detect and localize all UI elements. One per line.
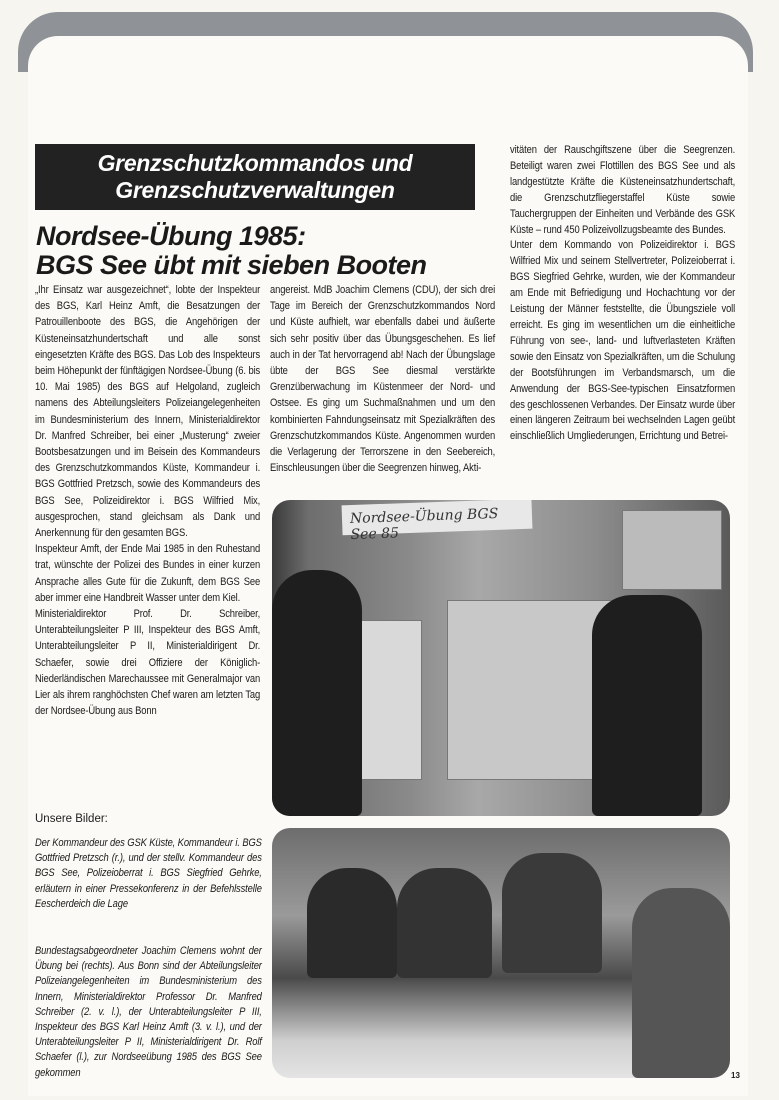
- caption-photo-2: Bundestagsabgeordneter Joachim Clemens wohnt der Übung bei (rechts). Aus Bonn sind der Abteilungsleiter Polizeiangelegenheiten im Bundesministerium des Innern, Ministerialdirektor Professor Dr. Manfred Schreiber (2. v. l.), der Unterabteilungsleiter P III, Inspekteur des BGS Karl Heinz Amft (3. v. l.), und der Unterabteilungsleiter P II, Ministerialdirigent Dr. Rolf Schaefer (l.), zur Nordseeübung 1985 des BGS See gekommen: [35, 945, 262, 1079]
- person: [397, 868, 492, 978]
- paragraph: angereist. MdB Joachim Clemens (CDU), der sich drei Tage im Bereich der Grenzschutzkommandos Nord und Küste aufhielt, war ebenfalls dabei und äußerte sich sehr positiv über das Übungsgeschehen. Es lief auch in der Tat hervorragend ab! Nach der Übungslage übte der BGS See diesmal verstärkte Grenzüberwachung im Küstenmeer der Nord- und Ostsee. Es ging um Suchmaßnahmen und um den kombinierten Fahndungseinsatz mit Spezialkräften des Grenzschutzkommandos Küste. Angenommen wurden die Verlagerung der Terrorszene in den Seebereich, Einschleusungen über die Seegrenzen hinweg, Akti-: [270, 284, 496, 475]
- photo-sign: Nordsee-Übung BGS See 85: [342, 500, 533, 535]
- person-right: [592, 595, 702, 816]
- article-column-3: [510, 143, 735, 445]
- paragraph: Unter dem Kommando von Polizeidirektor i. BGS Wilfried Mix und seinem Stellvertreter, Polizeioberrat i. BGS Siegfried Gehrke, wurden, wie der Kommandeur am Ende mit Befriedigung und Hochachtung vor der Leistung der Männer feststellte, die Übungsziele voll erreicht. Es ging im wesentlichen um die einheitliche Führung von see-, land- und luftverlasteten Kräften sowie den Einsatz von Spezialkräften, um die Schulung der Bootsführungen im Verbandsmarsch, um die Anwendung der BGS-See-typischen Einsatzformen des geschlossenen Verbandes. Der Einsatz wurde über einen längeren Zeitraum bei wechselnden Lagen geübt einschließlich Umgliederungen, Errichtung und Betrei-: [510, 239, 736, 443]
- person: [502, 853, 602, 973]
- section-title-line: Grenzschutzkommandos und: [97, 150, 413, 176]
- person-left: [272, 570, 362, 816]
- paragraph: „Ihr Einsatz war ausgezeichnet“, lobte der Inspekteur des BGS, Karl Heinz Amft, die Besatzungen der Patrouillenboote des BGS, die Angehörigen der Küsteneinsatzhundertschaft und alle sonst eingesetzten Kräfte des BGS. Das Lob des Inspekteurs beim Höhepunkt der fünftägigen Nordsee-Übung (6. bis 10. Mai 1985) des BGS auf Helgoland, zugleich namens des Abteilungsleiters Polizeiangelegenheiten im Bundesministerium des Innern, Ministerialdirektor Dr. Manfred Schreiber, bei einer „Musterung“ zweier Bootsbesatzungen und im Beisein des Kommandeurs des Grenzschutzkommandos Küste, Kommandeur i. BGS Gottfried Pretzsch, sowie des Kommandeurs des BGS See, Polizeidirektor i. BGS Wilfried Mix, ausgesprochen, stand gleichsam als Dank und Anerkennung für den gesamten BGS.: [35, 284, 261, 540]
- photo-visitors-table: [272, 828, 730, 1078]
- article-column-2: [270, 282, 495, 476]
- headline-line: BGS See übt mit sieben Booten: [36, 250, 427, 280]
- captions-heading: Unsere Bilder:: [35, 813, 108, 825]
- caption-photo-1: Der Kommandeur des GSK Küste, Kommandeur i. BGS Gottfried Pretzsch (r.), und der stellv. Kommandeur des BGS See, Polizeioberrat i. BGS Siegfried Gehrke, erläutern in einer Pressekonferenz in der Befehlsstelle Eescherdeich die Lage: [35, 837, 262, 910]
- article-headline: [36, 222, 506, 280]
- section-title-line: Grenzschutzverwaltungen: [115, 177, 395, 203]
- paragraph: Ministerialdirektor Prof. Dr. Schreiber, Unterabteilungsleiter P III, Inspekteur des BGS Amft, Unterabteilungsleiter P II, Ministerialdirigent Dr. Schaefer, sowie drei Offiziere der Königlich-Niederländischen Marechaussee mit Generalmajor van Lier als ihrem ranghöchsten Chef waren am letzten Tag der Nordsee-Übung aus Bonn: [35, 608, 261, 718]
- person: [307, 868, 397, 978]
- page-number: 13: [731, 1071, 740, 1080]
- article-column-1: [35, 282, 260, 719]
- photo-press-conference: [272, 500, 730, 816]
- paragraph: vitäten der Rauschgiftszene über die Seegrenzen. Beteiligt waren zwei Flottillen des BGS See und als landgestützte Kräfte die Küsteneinsatzhundertschaft, die Grenzschutzfliegerstaffel Küste sowie Tauchergruppen der Einheiten und Verbände des GSK Küste – rund 450 Polizeivollzugsbeamte des Bundes.: [510, 144, 736, 236]
- headline-line: Nordsee-Übung 1985:: [36, 221, 306, 251]
- notice-board: [622, 510, 722, 590]
- person: [632, 888, 730, 1078]
- section-title: [35, 144, 475, 210]
- paragraph: Inspekteur Amft, der Ende Mai 1985 in den Ruhestand trat, wünschte der Polizei des Bundes in einer kurzen Ansprache alles Gute für die Zukunft, dem BGS See aber immer eine Handbreit Wasser unter dem Kiel.: [35, 543, 261, 604]
